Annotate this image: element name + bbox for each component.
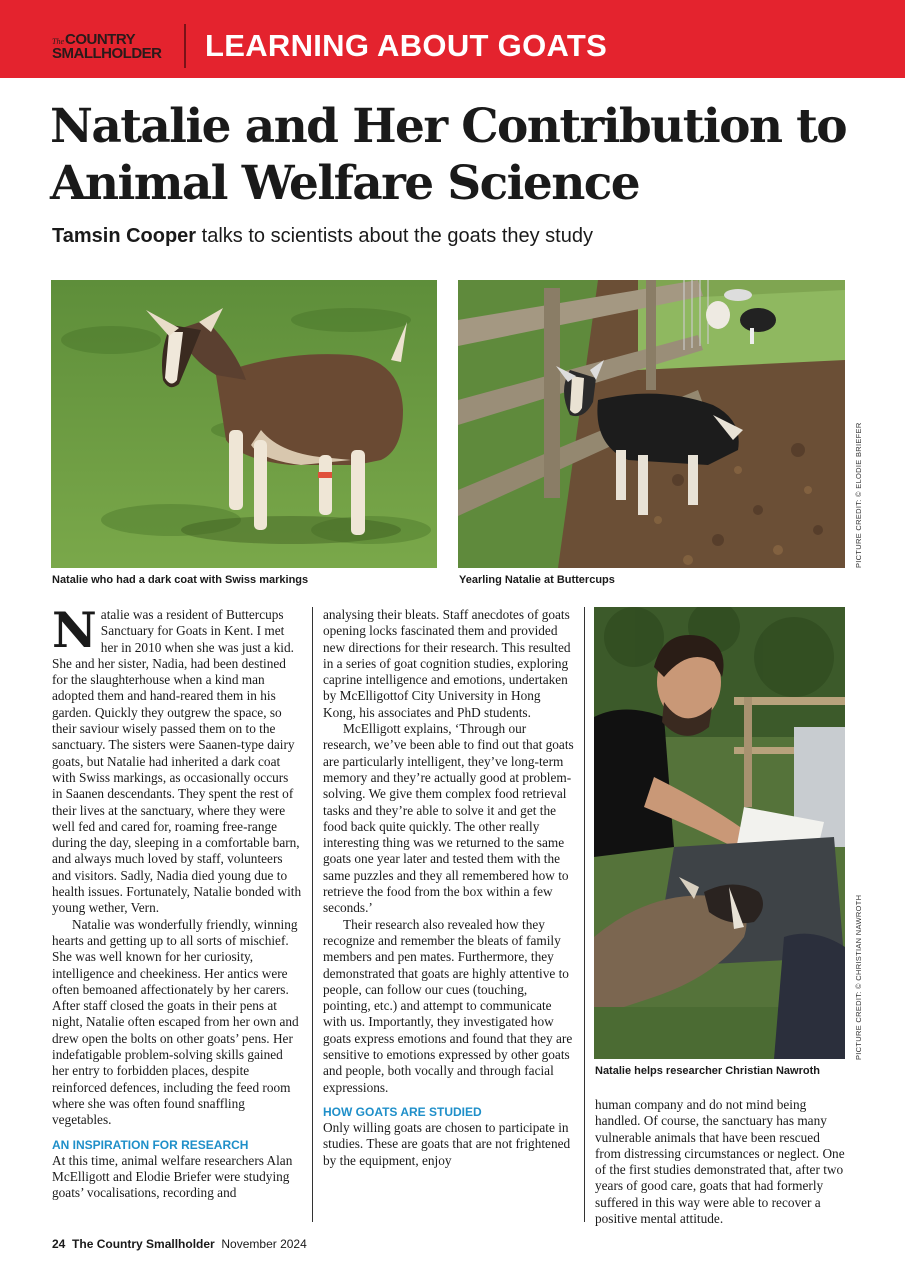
subheading-inspiration: AN INSPIRATION FOR RESEARCH	[52, 1137, 249, 1152]
col1-para-3: At this time, animal welfare researchers Alan McElligott and Elodie Briefer were studying goats’ vocalisations, recording and	[52, 1152, 293, 1201]
headline: Natalie and Her Contribution to Animal Welfare Science	[50, 99, 847, 211]
photo-credit-3: PICTURE CREDIT: © CHRISTIAN NAWROTH	[854, 894, 863, 1060]
column-rule-2	[584, 607, 585, 1222]
footer-issue: November 2024	[221, 1237, 307, 1251]
article-column-1	[52, 601, 302, 1201]
footer-magazine: The Country Smallholder	[72, 1237, 215, 1251]
col3-para-1: human company and do not mind being handled. Of course, the sanctuary has many vulnerable animals that have been rescued from distressing circumstances or neglect. One of the first studies demonstrated that, after two years of good care, goats that had formerly suffered in this way were able to recover a positive mental attitude.	[595, 1097, 845, 1227]
col1-para-2: Natalie was wonderfully friendly, winning hearts and getting up to all sorts of mischief. She was well known for her curiosity, intelligence and cheekiness. Her antics were often bemoaned affectionately by her carers. After staff closed the goats in their pens at night, Natalie often escaped from her own and drew open the bolts on other goats’ pens. Her indefatigable problem-solving skills gained her entry to forbidden places, despite reinforced defences, including the feed room where she was often found snaffling vegetables.	[52, 916, 299, 1128]
page-footer	[52, 1237, 307, 1251]
caption-photo-1: Natalie who had a dark coat with Swiss markings	[52, 574, 309, 586]
author-name: Tamsin Cooper	[52, 225, 197, 247]
magazine-logo	[52, 31, 162, 62]
article-column-2	[323, 607, 574, 1169]
goats-at-fence-illustration	[458, 280, 845, 568]
col2-para-4: Only willing goats are chosen to participate in studies. These are goats that are not frightened by the equipment, enjoy	[323, 1119, 571, 1168]
caption-photo-3: Natalie helps researcher Christian Nawroth	[595, 1065, 820, 1077]
logo-line-2: SMALLHOLDER	[52, 45, 162, 62]
standfirst-text: talks to scientists about the goats they study	[196, 225, 593, 247]
photo-credit-2: PICTURE CREDIT: © ELODIE BRIEFER	[854, 422, 863, 568]
logo-the: The	[52, 37, 64, 46]
page-number: 24	[52, 1237, 66, 1251]
col2-para-1: analysing their bleats. Staff anecdotes of goats opening locks fascinated them and provided new directions for their research. This resulted in a series of goat cognition studies, exploring caprine intelligence and emotions, undertaken by McElligottof City University in Hong Kong, his associates and PhD students.	[323, 607, 571, 720]
col2-para-2: McElligott explains, ‘Through our research, we’ve been able to find out that goats are particularly intelligent, they’ve long-term memory and they’re actually good at problem-solving. We give them complex food retrieval tasks and they’re able to solve it and get the food back quite quickly. The other really interesting thing was we returned to the same goats one year later and tested them with the same puzzles and they all remembered how to retrieve the food from the box within a few seconds.’	[323, 721, 574, 916]
logo-line-1: COUNTRY	[65, 31, 136, 48]
goat-on-grass-illustration	[51, 280, 437, 568]
photo-natalie-grass	[51, 280, 437, 568]
banner-divider	[184, 24, 186, 68]
photo-yearling-natalie	[458, 280, 845, 568]
article-column-3	[595, 1097, 847, 1227]
drop-cap: N	[52, 601, 97, 659]
photo-researcher-nawroth	[594, 607, 845, 1059]
section-title: LEARNING ABOUT GOATS	[205, 28, 608, 63]
standfirst	[52, 225, 593, 248]
caption-photo-2: Yearling Natalie at Buttercups	[459, 574, 615, 586]
researcher-with-goat-illustration	[594, 607, 845, 1059]
column-rule-1	[312, 607, 313, 1222]
section-banner	[0, 0, 905, 78]
col1-para-1: atalie was a resident of Buttercups Sanctuary for Goats in Kent. I met her in 2010 when she was just a kid. She and her sister, Nadia, had been destined for the slaughterhouse when a kind man adopted them and hand-reared them in his garden. Quickly they outgrew the space, so their saviour wisely passed them on to the sanctuary. The sisters were Saanen-type dairy goats, but Natalie had inherited a dark coat with Swiss markings, as occasionally occurs in Saanen descendants. They spent the rest of their lives at the sanctuary, where they were well fed and cared for, roaming free-range during the day, sleeping in a comfortable barn, and always much loved by staff, volunteers and visitors. Sadly, Nadia died young due to health issues. Fortunately, Natalie bonded with young wether, Vern.	[52, 607, 302, 916]
col2-para-3: Their research also revealed how they recognize and remember the bleats of family members and pen mates. Furthermore, they demonstrated that goats are highly attentive to people, can follow our cues (touching, pointing, etc.) and attempt to communicate with us. Importantly, they investigated how goats express emotions and found that they are sensitive to emotions expressed by other goats and people, both vocally and through facial expressions.	[323, 916, 573, 1095]
subheading-how-studied: HOW GOATS ARE STUDIED	[323, 1104, 482, 1119]
